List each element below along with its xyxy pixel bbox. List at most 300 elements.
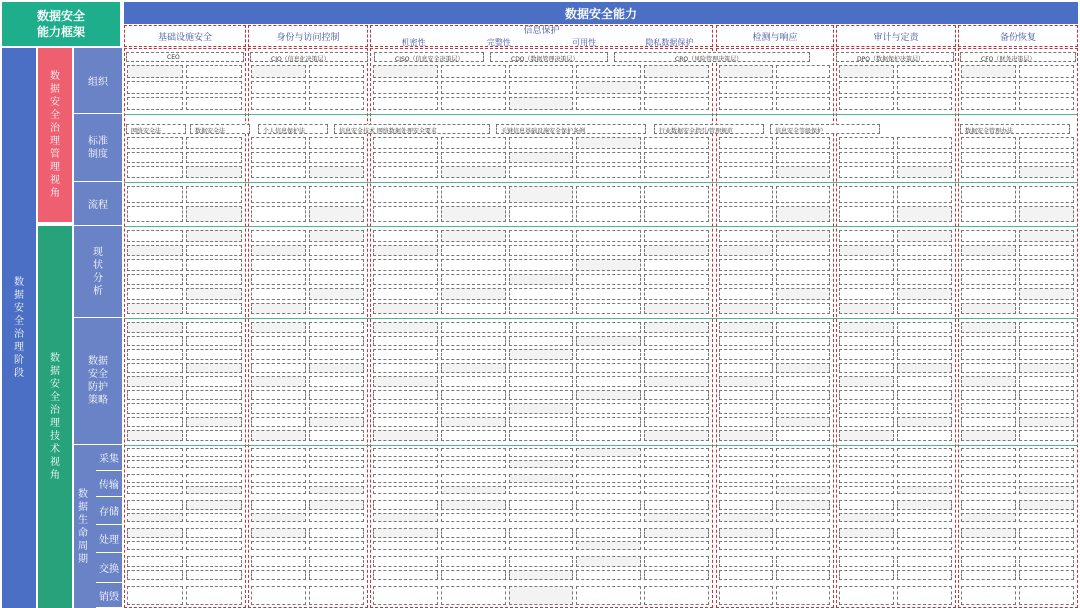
- row-label-standards-text: 标准制度: [88, 135, 108, 160]
- capability-cell: [251, 303, 306, 315]
- capability-cell: [776, 390, 830, 401]
- capability-cell: [897, 186, 952, 203]
- capability-cell: [719, 430, 773, 441]
- capability-cell: [309, 65, 364, 78]
- capability-cell: [776, 500, 830, 510]
- capability-cell: [309, 556, 364, 567]
- capability-cell: [373, 166, 438, 178]
- capability-cell: [961, 166, 1016, 178]
- capability-cell: [839, 206, 894, 223]
- capability-cell: [186, 528, 242, 538]
- capability-cell: [839, 541, 894, 551]
- capability-cell: [373, 259, 438, 271]
- capability-cell: [576, 460, 641, 469]
- capability-cell: [776, 570, 830, 581]
- sub-header-availability: 可用性: [572, 38, 597, 47]
- capability-cell: [576, 137, 641, 149]
- capability-cell: [644, 336, 709, 347]
- lifecycle-row-processing: 处理: [96, 525, 122, 553]
- capability-cell: [897, 541, 952, 551]
- capability-cell: [509, 349, 574, 360]
- capability-cell: [719, 97, 773, 110]
- capability-cell: [576, 274, 641, 286]
- capability-cell: [309, 500, 364, 510]
- capability-cell: [186, 513, 242, 523]
- capability-cell: [719, 570, 773, 581]
- capability-cell: [961, 417, 1016, 428]
- capability-cell: [839, 486, 894, 495]
- capability-cell: [127, 528, 183, 538]
- capability-cell: [897, 460, 952, 469]
- capability-cell: [127, 349, 183, 360]
- capability-cell: [719, 528, 773, 538]
- capability-cell: [186, 417, 242, 428]
- capability-cell: [776, 486, 830, 495]
- capability-cell: [644, 152, 709, 164]
- capability-cell: [719, 230, 773, 242]
- capability-cell: [1019, 81, 1074, 94]
- capability-cell: [644, 230, 709, 242]
- capability-cell: [839, 259, 894, 271]
- capability-cell: [251, 390, 306, 401]
- capability-cell: [251, 474, 306, 483]
- capability-cell: [509, 288, 574, 300]
- capability-cell: [1019, 97, 1074, 110]
- lifecycle-row-storage: 存储: [96, 497, 122, 525]
- capability-cell: [373, 336, 438, 347]
- capability-cell: [127, 303, 183, 315]
- capability-cell: [441, 186, 506, 203]
- capability-cell: [509, 81, 574, 94]
- capability-cell: [373, 65, 438, 78]
- capability-cell: [839, 460, 894, 469]
- capability-cell: [776, 417, 830, 428]
- capability-cell: [576, 336, 641, 347]
- capability-cell: [897, 206, 952, 223]
- capability-cell: [127, 137, 183, 149]
- capability-cell: [186, 274, 242, 286]
- capability-title-bar: 数据安全能力: [124, 2, 1078, 24]
- capability-cell: [644, 500, 709, 510]
- capability-cell: [644, 430, 709, 441]
- capability-cell: [776, 586, 830, 605]
- capability-cell: [897, 513, 952, 523]
- capability-cell: [441, 417, 506, 428]
- capability-cell: [839, 528, 894, 538]
- capability-cell: [186, 186, 242, 203]
- capability-cell: [127, 430, 183, 441]
- capability-cell: [576, 486, 641, 495]
- capability-cell: [719, 390, 773, 401]
- capability-cell: [373, 303, 438, 315]
- capability-cell: [897, 336, 952, 347]
- capability-cell: [127, 65, 183, 78]
- capability-cell: [309, 513, 364, 523]
- capability-cell: [186, 303, 242, 315]
- capability-cell: [576, 430, 641, 441]
- capability-cell: [251, 245, 306, 257]
- capability-cell: [441, 303, 506, 315]
- capability-cell: [309, 137, 364, 149]
- capability-cell: [897, 303, 952, 315]
- capability-cell: [576, 245, 641, 257]
- capability-cell: [839, 288, 894, 300]
- capability-cell: [644, 186, 709, 203]
- capability-cell: [127, 152, 183, 164]
- capability-cell: [186, 486, 242, 495]
- capability-cell: [373, 460, 438, 469]
- capability-cell: [961, 245, 1016, 257]
- capability-cell: [373, 586, 438, 605]
- row-label-org: 组织: [74, 48, 122, 114]
- capability-cell: [897, 349, 952, 360]
- capability-cell: [509, 448, 574, 457]
- org-title-text: CIO（信息化决策层）: [271, 56, 330, 63]
- capability-cell: [961, 81, 1016, 94]
- capability-cell: [644, 363, 709, 374]
- capability-cell: [576, 166, 641, 178]
- capability-cell: [961, 448, 1016, 457]
- capability-cell: [509, 586, 574, 605]
- capability-cell: [576, 186, 641, 203]
- capability-cell: [897, 259, 952, 271]
- capability-cell: [839, 166, 894, 178]
- capability-cell: [309, 390, 364, 401]
- capability-cell: [897, 500, 952, 510]
- capability-cell: [776, 303, 830, 315]
- capability-cell: [839, 390, 894, 401]
- capability-cell: [251, 528, 306, 538]
- capability-cell: [719, 541, 773, 551]
- capability-cell: [719, 166, 773, 178]
- capability-cell: [127, 403, 183, 414]
- capability-cell: [839, 430, 894, 441]
- capability-cell: [509, 363, 574, 374]
- capability-cell: [309, 586, 364, 605]
- capability-cell: [776, 513, 830, 523]
- capability-cell: [776, 430, 830, 441]
- capability-cell: [897, 152, 952, 164]
- capability-cell: [1019, 500, 1074, 510]
- capability-cell: [441, 336, 506, 347]
- capability-cell: [509, 570, 574, 581]
- capability-cell: [1019, 336, 1074, 347]
- capability-cell: [441, 541, 506, 551]
- capability-cell: [127, 206, 183, 223]
- capability-cell: [509, 376, 574, 387]
- capability-cell: [127, 322, 183, 333]
- capability-cell: [961, 486, 1016, 495]
- capability-cell: [644, 274, 709, 286]
- capability-cell: [373, 417, 438, 428]
- capability-cell: [441, 230, 506, 242]
- org-title-text: CDO（数据管理决策层）: [511, 56, 579, 63]
- capability-cell: [1019, 274, 1074, 286]
- capability-cell: [719, 556, 773, 567]
- capability-cell: [373, 322, 438, 333]
- capability-cell: [186, 349, 242, 360]
- standard-title-text: 关键信息基础设施安全保护条例: [501, 128, 586, 135]
- capability-cell: [839, 403, 894, 414]
- capability-cell: [441, 403, 506, 414]
- capability-cell: [1019, 430, 1074, 441]
- capability-cell: [186, 430, 242, 441]
- capability-cell: [839, 274, 894, 286]
- capability-cell: [576, 303, 641, 315]
- standard-title-text: 行业数据安全指引/管理规范: [659, 128, 734, 135]
- org-title-text: CEO: [167, 54, 180, 61]
- capability-cell: [127, 570, 183, 581]
- capability-cell: [719, 474, 773, 483]
- capability-cell: [961, 528, 1016, 538]
- capability-cell: [1019, 245, 1074, 257]
- tech-view-label: 数据安全治理技术视角: [50, 353, 60, 481]
- sub-header-privacy: 隐私数据保护: [645, 38, 694, 47]
- capability-cell: [441, 448, 506, 457]
- capability-cell: [441, 474, 506, 483]
- capability-cell: [373, 206, 438, 223]
- capability-cell: [776, 245, 830, 257]
- org-title-text: CFO（财务决策层）: [981, 56, 1036, 63]
- capability-cell: [839, 570, 894, 581]
- capability-cell: [961, 541, 1016, 551]
- capability-cell: [309, 486, 364, 495]
- capability-cell: [441, 322, 506, 333]
- capability-cell: [576, 206, 641, 223]
- capability-cell: [373, 448, 438, 457]
- capability-cell: [839, 448, 894, 457]
- capability-cell: [186, 541, 242, 551]
- capability-cell: [441, 486, 506, 495]
- capability-cell: [897, 245, 952, 257]
- capability-cell: [309, 230, 364, 242]
- capability-cell: [251, 166, 306, 178]
- capability-cell: [509, 541, 574, 551]
- capability-cell: [186, 570, 242, 581]
- capability-cell: [961, 376, 1016, 387]
- capability-cell: [576, 322, 641, 333]
- capability-cell: [186, 586, 242, 605]
- capability-cell: [1019, 65, 1074, 78]
- capability-cell: [1019, 363, 1074, 374]
- capability-cell: [576, 513, 641, 523]
- capability-cell: [373, 274, 438, 286]
- capability-cell: [897, 81, 952, 94]
- capability-cell: [251, 65, 306, 78]
- capability-cell: [961, 513, 1016, 523]
- capability-cell: [251, 570, 306, 581]
- capability-cell: [1019, 186, 1074, 203]
- capability-cell: [127, 417, 183, 428]
- capability-cell: [441, 586, 506, 605]
- lifecycle-row-collect: 采集: [96, 445, 122, 471]
- capability-cell: [644, 81, 709, 94]
- capability-cell: [776, 166, 830, 178]
- capability-cell: [897, 556, 952, 567]
- capability-cell: [186, 137, 242, 149]
- capability-cell: [509, 460, 574, 469]
- capability-cell: [644, 460, 709, 469]
- capability-cell: [576, 288, 641, 300]
- capability-cell: [509, 556, 574, 567]
- capability-cell: [719, 448, 773, 457]
- capability-cell: [1019, 376, 1074, 387]
- column-header-infrastructure: 基础设施安全: [124, 25, 246, 47]
- capability-cell: [576, 448, 641, 457]
- capability-cell: [776, 556, 830, 567]
- capability-cell: [576, 363, 641, 374]
- capability-cell: [127, 336, 183, 347]
- capability-cell: [897, 528, 952, 538]
- capability-cell: [644, 570, 709, 581]
- capability-cell: [1019, 460, 1074, 469]
- capability-cell: [186, 288, 242, 300]
- capability-cell: [309, 430, 364, 441]
- capability-cell: [373, 186, 438, 203]
- capability-cell: [719, 513, 773, 523]
- capability-cell: [839, 303, 894, 315]
- capability-cell: [719, 403, 773, 414]
- capability-cell: [839, 349, 894, 360]
- capability-cell: [251, 336, 306, 347]
- capability-cell: [1019, 230, 1074, 242]
- capability-cell: [373, 556, 438, 567]
- capability-cell: [897, 448, 952, 457]
- capability-cell: [776, 336, 830, 347]
- capability-cell: [961, 556, 1016, 567]
- row-label-status-text: 现状分析: [93, 246, 103, 297]
- capability-cell: [127, 288, 183, 300]
- capability-cell: [839, 137, 894, 149]
- capability-cell: [719, 586, 773, 605]
- capability-cell: [644, 390, 709, 401]
- capability-cell: [251, 137, 306, 149]
- capability-cell: [1019, 166, 1074, 178]
- capability-cell: [776, 206, 830, 223]
- capability-cell: [251, 541, 306, 551]
- capability-cell: [373, 513, 438, 523]
- capability-cell: [441, 97, 506, 110]
- capability-cell: [776, 152, 830, 164]
- capability-cell: [1019, 541, 1074, 551]
- capability-cell: [186, 556, 242, 567]
- capability-cell: [644, 288, 709, 300]
- framework-title-line1: 数据安全: [36, 9, 85, 23]
- capability-cell: [961, 186, 1016, 203]
- capability-cell: [776, 460, 830, 469]
- capability-cell: [1019, 322, 1074, 333]
- capability-cell: [644, 541, 709, 551]
- capability-cell: [373, 570, 438, 581]
- capability-cell: [509, 322, 574, 333]
- column-header-identity-access: 身份与访问控制: [248, 25, 368, 47]
- capability-cell: [309, 417, 364, 428]
- capability-cell: [309, 474, 364, 483]
- capability-cell: [127, 97, 183, 110]
- capability-cell: [719, 322, 773, 333]
- capability-cell: [309, 274, 364, 286]
- capability-cell: [127, 186, 183, 203]
- capability-cell: [961, 474, 1016, 483]
- capability-cell: [839, 152, 894, 164]
- sub-header-integrity: 完整性: [486, 38, 511, 47]
- capability-cell: [1019, 349, 1074, 360]
- capability-cell: [776, 322, 830, 333]
- capability-cell: [186, 474, 242, 483]
- capability-cell: [576, 570, 641, 581]
- capability-cell: [251, 486, 306, 495]
- capability-cell: [1019, 513, 1074, 523]
- capability-cell: [509, 474, 574, 483]
- capability-cell: [251, 363, 306, 374]
- capability-cell: [719, 303, 773, 315]
- capability-cell: [776, 448, 830, 457]
- capability-cell: [251, 460, 306, 469]
- capability-cell: [509, 206, 574, 223]
- capability-cell: [309, 186, 364, 203]
- capability-cell: [719, 486, 773, 495]
- capability-cell: [776, 259, 830, 271]
- capability-cell: [961, 65, 1016, 78]
- capability-cell: [576, 97, 641, 110]
- capability-cell: [719, 376, 773, 387]
- capability-cell: [509, 430, 574, 441]
- capability-cell: [961, 500, 1016, 510]
- capability-cell: [719, 336, 773, 347]
- capability-cell: [644, 137, 709, 149]
- capability-cell: [897, 363, 952, 374]
- standard-title-text: 信息安全等级保护: [775, 128, 824, 135]
- capability-cell: [251, 349, 306, 360]
- row-label-process: 流程: [74, 182, 122, 226]
- capability-cell: [776, 81, 830, 94]
- capability-cell: [251, 448, 306, 457]
- capability-cell: [186, 230, 242, 242]
- capability-cell: [373, 430, 438, 441]
- governance-stage-label: 数据安全治理阶段: [14, 277, 24, 379]
- capability-cell: [127, 274, 183, 286]
- capability-cell: [251, 206, 306, 223]
- capability-cell: [509, 166, 574, 178]
- capability-cell: [186, 81, 242, 94]
- capability-cell: [644, 245, 709, 257]
- capability-cell: [839, 81, 894, 94]
- capability-cell: [719, 288, 773, 300]
- capability-cell: [441, 137, 506, 149]
- capability-cell: [441, 245, 506, 257]
- capability-cell: [441, 259, 506, 271]
- capability-cell: [373, 474, 438, 483]
- org-title-text: DPO（数据保护决策层）: [857, 56, 924, 63]
- capability-cell: [776, 137, 830, 149]
- capability-cell: [961, 570, 1016, 581]
- capability-cell: [576, 230, 641, 242]
- capability-cell: [644, 417, 709, 428]
- capability-cell: [1019, 556, 1074, 567]
- capability-cell: [719, 274, 773, 286]
- capability-cell: [644, 65, 709, 78]
- capability-cell: [441, 430, 506, 441]
- capability-cell: [719, 417, 773, 428]
- capability-cell: [839, 513, 894, 523]
- capability-cell: [644, 513, 709, 523]
- capability-cell: [186, 259, 242, 271]
- capability-cell: [509, 274, 574, 286]
- capability-cell: [509, 137, 574, 149]
- capability-cell: [961, 288, 1016, 300]
- capability-cell: [1019, 586, 1074, 605]
- lifecycle-row-destroy: 销毁: [96, 583, 122, 608]
